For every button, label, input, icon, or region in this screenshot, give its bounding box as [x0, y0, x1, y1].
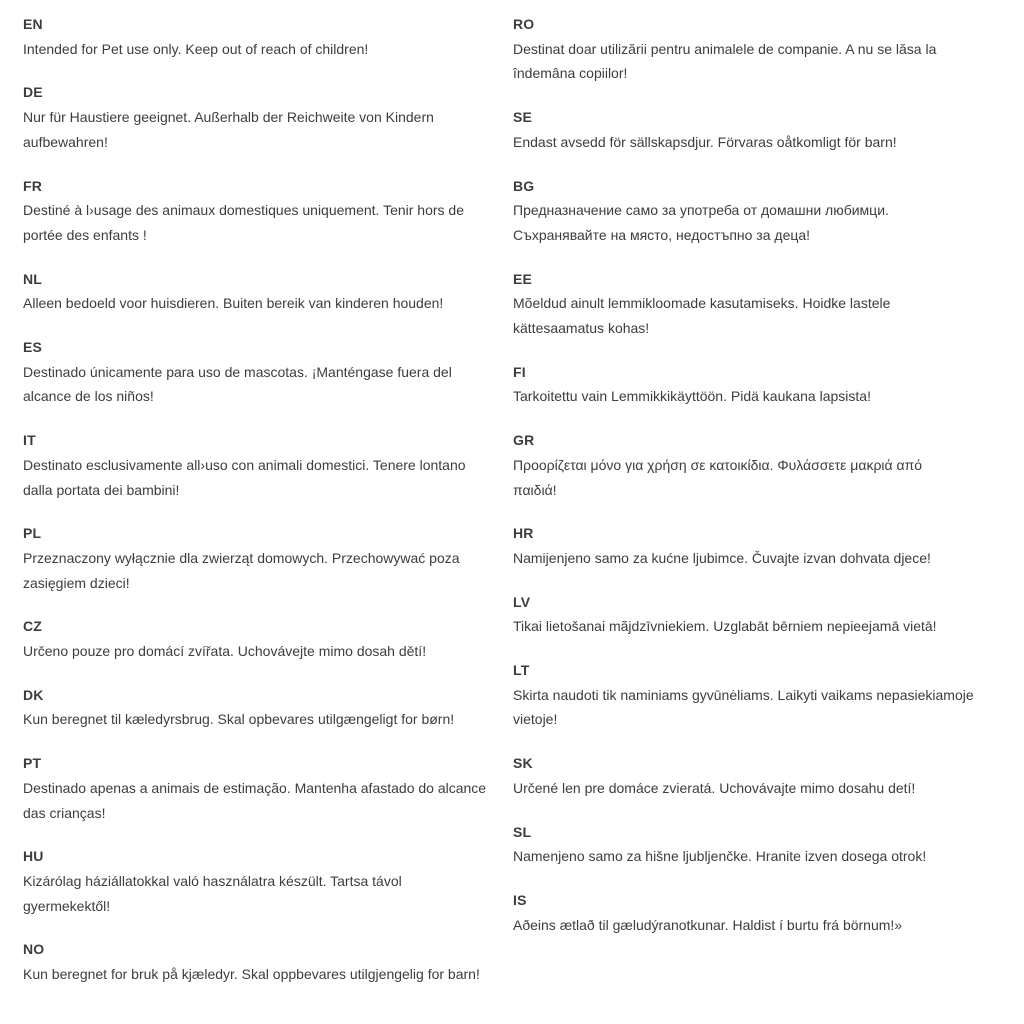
language-code: HU	[23, 848, 44, 865]
lang-block-fi	[513, 360, 1018, 409]
warning-text: Предназначение само за употреба от домашни любимци. Съхранявайте на място, недостъпно за деца!	[513, 202, 889, 243]
left-column	[23, 12, 515, 1006]
language-code: PT	[23, 755, 42, 772]
lang-block-lt	[513, 658, 1018, 732]
language-code: EN	[23, 16, 43, 32]
lang-block-it	[23, 428, 515, 502]
lang-block-sk	[513, 751, 1018, 800]
lang-block-pt	[23, 751, 515, 825]
warning-text: Przeznaczony wyłącznie dla zwierząt domowych. Przechowywać poza zasięgiem dzieci!	[23, 549, 460, 591]
lang-block-is	[513, 888, 1018, 937]
language-code: IS	[513, 891, 527, 908]
language-code: BG	[513, 177, 535, 194]
lang-block-sl	[513, 820, 1018, 869]
lang-block-no	[23, 937, 515, 986]
lang-block-ro	[513, 12, 1018, 86]
lang-block-lv	[513, 590, 1018, 639]
language-code: IT	[23, 432, 36, 449]
language-code: NO	[23, 941, 45, 958]
warning-text: Mõeldud ainult lemmikloomade kasutamiseks. Hoidke lastele kättesaamatus kohas!	[513, 295, 891, 337]
language-code: PL	[23, 525, 42, 542]
language-code: HR	[513, 525, 534, 542]
lang-block-cz	[23, 614, 515, 663]
language-code: RO	[513, 16, 535, 32]
lang-block-se	[513, 105, 1018, 154]
language-code: SK	[513, 755, 533, 772]
warning-text: Destinado únicamente para uso de mascotas. ¡Manténgase fuera del alcance de los niños!	[23, 363, 452, 405]
warning-text: Nur für Haustiere geeignet. Außerhalb der Reichweite von Kindern aufbewahren!	[23, 109, 434, 150]
lang-block-nl	[23, 267, 515, 316]
language-code: LV	[513, 593, 531, 610]
warning-text: Endast avsedd för sällskapsdjur. Förvaras oåtkomligt för barn!	[513, 133, 897, 150]
warning-text: Προορίζεται μόνο για χρήση σε κατοικίδια. Φυλάσσετε μακριά από παιδιά!	[513, 456, 923, 498]
language-code: SE	[513, 109, 533, 126]
language-code: FI	[513, 363, 526, 380]
warning-text: Kizárólag háziállatokkal való használatra készült. Tartsa távol gyermekektől!	[23, 872, 402, 914]
right-column	[513, 12, 1018, 956]
language-code: FR	[23, 177, 43, 194]
warning-text: Kun beregnet for bruk på kjæledyr. Skal oppbevares utilgjengelig for barn!	[23, 966, 480, 983]
warning-text: Namijenjeno samo za kućne ljubimce. Čuvajte izvan dohvata djece!	[513, 549, 931, 566]
warning-text: Destinat doar utilizării pentru animalele de companie. A nu se lăsa la îndemâna copiilor!	[513, 40, 937, 82]
warning-text: Kun beregnet til kæledyrsbrug. Skal opbevares utilgængeligt for børn!	[23, 711, 455, 728]
warning-text: Destinado apenas a animais de estimação. Mantenha afastado do alcance das crianças!	[23, 779, 487, 821]
language-code: ES	[23, 339, 43, 356]
language-code: NL	[23, 270, 43, 287]
warning-text: Tikai lietošanai mãjdzīvniekiem. Uzglabāt bērniem nepieejamā vietā!	[513, 618, 937, 635]
lang-block-ee	[513, 267, 1018, 341]
warning-text: Určené len pre domáce zvieratá. Uchovávajte mimo dosahu detí!	[513, 779, 916, 796]
language-code: CZ	[23, 618, 43, 635]
language-code: GR	[513, 432, 535, 449]
lang-block-es	[23, 335, 515, 409]
warning-text: Tarkoitettu vain Lemmikkikäyttöön. Pidä kaukana lapsista!	[513, 388, 871, 405]
language-code: DK	[23, 686, 44, 703]
lang-block-de	[23, 80, 515, 154]
lang-block-dk	[23, 683, 515, 732]
warning-text: Intended for Pet use only. Keep out of reach of children!	[23, 40, 369, 57]
warning-text: Určeno pouze pro domácí zvířata. Uchovávejte mimo dosah dětí!	[23, 643, 427, 660]
language-code: EE	[513, 270, 533, 287]
warning-text: Skirta naudoti tik naminiams gyvūnėliams. Laikyti vaikams nepasiekiamoje vietoje!	[513, 686, 974, 728]
lang-block-fr	[23, 174, 515, 248]
lang-block-hr	[513, 521, 1018, 570]
lang-block-bg	[513, 174, 1018, 248]
lang-block-en	[23, 12, 515, 61]
warning-text: Alleen bedoeld voor huisdieren. Buiten bereik van kinderen houden!	[23, 295, 444, 312]
lang-block-hu	[23, 844, 515, 918]
lang-block-gr	[513, 428, 1018, 502]
language-code: SL	[513, 823, 532, 840]
language-code: DE	[23, 84, 43, 101]
warning-text: Aðeins ætlað til gæludýranotkunar. Haldist í burtu frá börnum!»	[513, 916, 903, 933]
warning-text: Namenjeno samo za hišne ljubljenčke. Hranite izven dosega otrok!	[513, 848, 927, 865]
language-code: LT	[513, 662, 530, 679]
lang-block-pl	[23, 521, 515, 595]
warning-text: Destinato esclusivamente all›uso con animali domestici. Tenere lontano dalla portata dei bambini!	[23, 456, 466, 498]
warning-text: Destiné à l›usage des animaux domestiques uniquement. Tenir hors de portée des enfants !	[23, 202, 464, 243]
